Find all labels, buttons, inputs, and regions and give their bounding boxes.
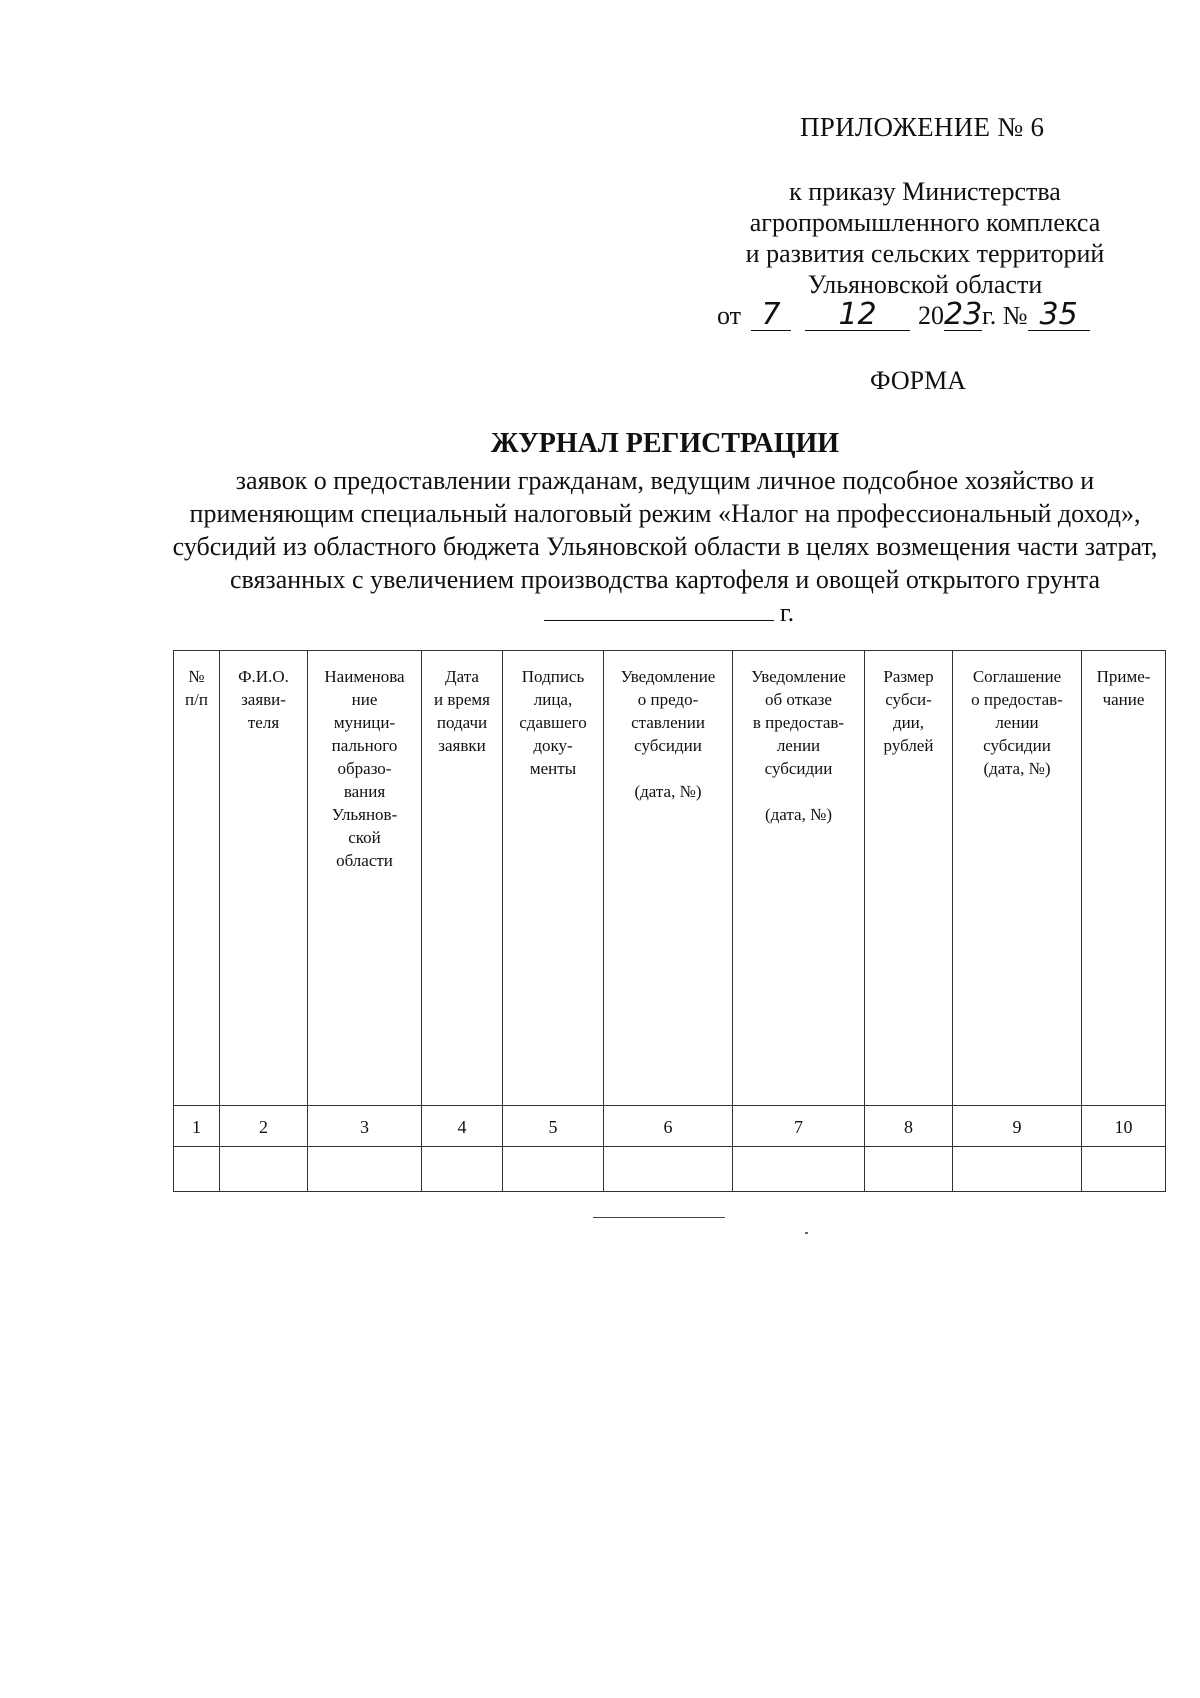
header-cell-agreement: Соглашение о предостав- лении субсидии (дата, №)	[953, 651, 1082, 1106]
column-number: 9	[953, 1106, 1082, 1147]
header-cell-note: Приме- чание	[1082, 651, 1166, 1106]
journal-year-suffix: г.	[779, 598, 795, 627]
header-cell-refusal-notice: Уведомление об отказе в предостав- лении субсидии (дата, №)	[733, 651, 865, 1106]
table-empty-row	[174, 1147, 1166, 1192]
empty-cell	[953, 1147, 1082, 1192]
header-cell-date-time: Дата и время подачи заявки	[422, 651, 503, 1106]
column-number: 1	[174, 1106, 220, 1147]
journal-title: ЖУРНАЛ РЕГИСТРАЦИИ	[490, 428, 840, 459]
header-cell-signature: Подпись лица, сдавшего доку- менты	[503, 651, 604, 1106]
order-line-2: агропромышленного комплекса	[749, 208, 1101, 237]
scan-speck	[805, 1232, 808, 1234]
empty-cell	[174, 1147, 220, 1192]
column-number: 8	[865, 1106, 953, 1147]
table-number-row	[174, 1106, 1166, 1147]
column-number: 10	[1082, 1106, 1166, 1147]
appendix-title: ПРИЛОЖЕНИЕ № 6	[800, 112, 1045, 142]
empty-cell	[1082, 1147, 1166, 1192]
empty-cell	[220, 1147, 308, 1192]
form-label: ФОРМА	[870, 366, 966, 395]
end-separator-line	[593, 1217, 725, 1218]
empty-cell	[733, 1147, 865, 1192]
column-number: 3	[308, 1106, 422, 1147]
column-number: 5	[503, 1106, 604, 1147]
header-cell-grant-notice: Уведомление о предо- ставлении субсидии (дата, №)	[604, 651, 733, 1106]
order-line-1: к приказу Министерства	[789, 177, 1061, 206]
empty-cell	[422, 1147, 503, 1192]
order-from-label: от	[717, 301, 742, 330]
order-line-4: Ульяновской области	[807, 270, 1043, 299]
order-number-handwritten: 35	[1028, 300, 1090, 331]
column-number: 4	[422, 1106, 503, 1147]
order-year-handwritten: 23	[944, 297, 983, 332]
journal-description	[170, 464, 1160, 629]
table-header-row	[174, 651, 1166, 1106]
year-blank-line	[544, 598, 774, 621]
header-cell-number: № п/п	[174, 651, 220, 1106]
header-cell-applicant: Ф.И.О. заяви- теля	[220, 651, 308, 1106]
order-date-number	[717, 297, 1090, 332]
empty-cell	[865, 1147, 953, 1192]
column-number: 2	[220, 1106, 308, 1147]
empty-cell	[604, 1147, 733, 1192]
header-cell-municipality: Наименова ние муници- пального образо- вания Ульянов- ской области	[308, 651, 422, 1106]
order-number-label: г. №	[982, 301, 1028, 330]
empty-cell	[503, 1147, 604, 1192]
journal-description-text: заявок о предоставлении гражданам, ведущим личное подсобное хозяйство и применяющим специальный налоговый режим «Налог на профессиональный доход», субсидий из областного бюджета Ульяновской области в целях возмещения части затрат, связанных с увеличением производства картофеля и овощей открытого грунта	[172, 466, 1158, 594]
order-reference	[720, 176, 1130, 300]
header-cell-amount: Размер субси- дии, рублей	[865, 651, 953, 1106]
registration-table	[173, 650, 1166, 1192]
order-line-3: и развития сельских территорий	[745, 239, 1105, 268]
order-day-handwritten: 7	[751, 300, 791, 331]
column-number: 7	[733, 1106, 865, 1147]
column-number: 6	[604, 1106, 733, 1147]
empty-cell	[308, 1147, 422, 1192]
order-year-prefix: 20	[918, 301, 945, 330]
order-month-handwritten: 12	[805, 300, 910, 331]
